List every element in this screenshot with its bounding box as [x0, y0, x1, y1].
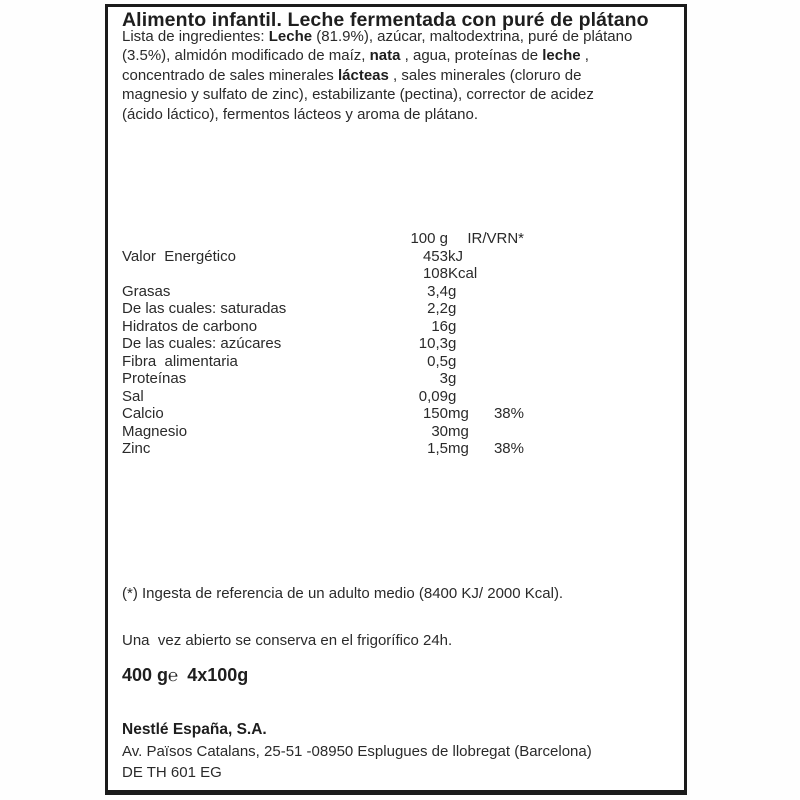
column-header-amount: 100 g: [410, 230, 448, 247]
table-row-carbohydrates: [108, 318, 684, 336]
row-value: 3,4: [427, 282, 448, 300]
net-weight-line: [122, 665, 248, 686]
table-row-salt: [108, 388, 684, 406]
table-row-sugars: [108, 335, 684, 353]
row-label: De las cuales: azúcares: [122, 335, 282, 352]
reference-intake-note: (*) Ingesta de referencia de un adulto medio (8400 KJ/ 2000 Kcal).: [122, 585, 564, 602]
row-value: 3: [439, 370, 448, 387]
nutrition-header-row: [108, 230, 684, 248]
row-value: 0,5: [427, 352, 448, 370]
table-row-energy-kj: [108, 248, 684, 266]
row-unit: g: [448, 282, 457, 300]
ingredients-intro: Lista de ingredientes:: [122, 28, 269, 45]
row-unit: mg: [448, 440, 469, 457]
row-label: Grasas: [122, 282, 171, 300]
manufacturer-address: Av. Països Catalans, 25-51 -08950 Esplugues de llobregat (Barcelona): [122, 742, 592, 760]
row-unit: g: [448, 317, 457, 335]
ingredients-text-2: (81.9%), azúcar, maltodextrina, puré de plátano (3.5%), almidón modificado de maíz,: [122, 28, 633, 65]
ingredients-text-3: , agua, proteínas de: [400, 47, 543, 65]
row-unit: g: [448, 300, 457, 317]
row-value: 30: [431, 422, 448, 440]
row-value: 10,3: [418, 335, 448, 352]
row-unit: mg: [448, 405, 469, 422]
table-row-calcium: [108, 405, 684, 423]
row-percent: 38%: [493, 440, 524, 457]
ingredients-paragraph: [122, 27, 634, 124]
row-value: 0,09: [418, 387, 448, 405]
row-value: 16: [431, 317, 448, 335]
row-value: 108: [422, 265, 448, 282]
row-label: Proteínas: [122, 370, 187, 387]
row-unit: g: [448, 352, 457, 370]
ingredients-text-5: , sales minerales (cloruro de magnesio y sulfato de zinc), estabilizante (pectina), corrector de acidez (ácido láctico), fermentos lácteos y aroma de plátano.: [122, 66, 594, 123]
product-title: Alimento infantil. Leche fermentada con puré de plátano: [122, 9, 649, 31]
row-percent: 38%: [493, 405, 524, 422]
row-label: Magnesio: [122, 422, 188, 440]
table-row-fibre: [108, 353, 684, 371]
ingredient-allergen-leche: Leche: [268, 28, 313, 45]
nutrition-table: [108, 230, 684, 458]
row-value: 1,5: [427, 440, 448, 457]
label-box: [105, 4, 687, 795]
ingredient-allergen-nata: nata: [369, 47, 401, 65]
estimated-sign: ℮: [168, 666, 179, 685]
row-unit: g: [448, 387, 457, 405]
net-weight: 400 g: [122, 665, 169, 685]
row-label: Calcio: [122, 405, 164, 422]
row-label: Sal: [122, 387, 144, 405]
manufacturer-code: DE TH 601 EG: [122, 764, 222, 781]
row-value: 150: [422, 405, 448, 422]
row-value: 453: [422, 247, 448, 265]
storage-note: Una vez abierto se conserva en el frigorífico 24h.: [122, 632, 453, 649]
table-row-zinc: [108, 440, 684, 458]
row-label: Fibra alimentaria: [122, 352, 238, 370]
row-label: Zinc: [122, 440, 151, 457]
row-unit: kJ: [448, 247, 463, 265]
table-row-magnesium: [108, 423, 684, 441]
ingredients-text-4: , concentrado de sales minerales: [122, 47, 589, 84]
row-label: Valor Energético: [122, 247, 236, 265]
row-label: Hidratos de carbono: [122, 317, 258, 335]
table-row-protein: [108, 370, 684, 388]
row-unit: mg: [448, 422, 469, 440]
pack-format: 4x100g: [187, 665, 249, 685]
row-value: 2,2: [427, 300, 448, 317]
ingredient-allergen-lacteas: lácteas: [337, 66, 389, 84]
table-row-energy-kcal: [108, 265, 684, 283]
ingredient-allergen-leche-2: leche: [542, 47, 581, 65]
row-label: De las cuales: saturadas: [122, 300, 287, 317]
row-unit: g: [448, 370, 457, 387]
row-unit: Kcal: [448, 265, 478, 282]
manufacturer-block: [122, 719, 592, 784]
table-row-fat: [108, 283, 684, 301]
manufacturer-name: Nestlé España, S.A.: [122, 721, 267, 738]
column-header-ri-vrn: IR/VRN*: [467, 230, 524, 247]
table-row-saturates: [108, 300, 684, 318]
row-unit: g: [448, 335, 457, 352]
